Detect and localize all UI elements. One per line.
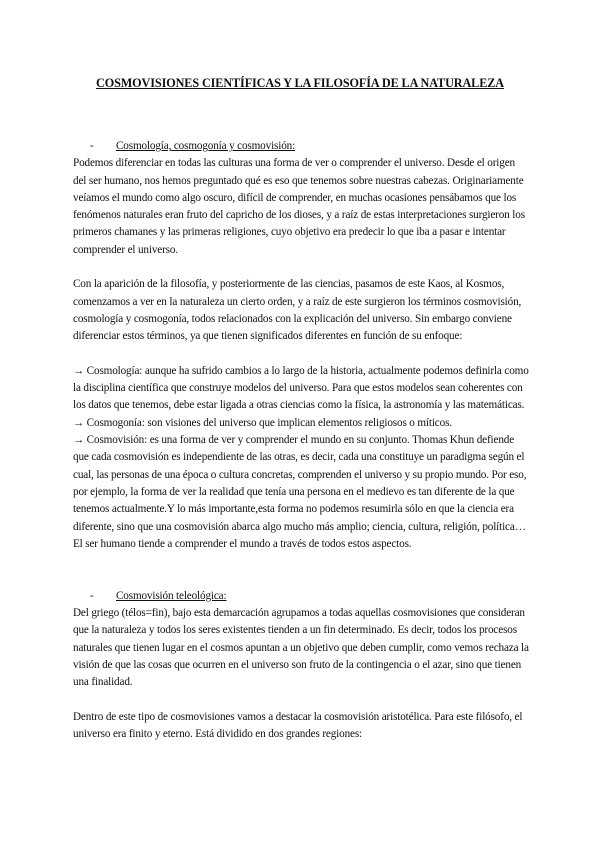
section-heading-text: Cosmología, cosmogonía y cosmovisión:: [116, 140, 296, 152]
paragraph-kaos-kosmos: Con la aparición de la filosofía, y posteriormente de las ciencias, pasamos de este Kaos, al Kosmos, comenzamos a ver en la naturaleza un cierto orden, y a raíz de este surgieron los términos cosmovisión, cosmología y cosmogonía, todos relacionados con la explicación del universo. Sin embargo conviene diferenciar estos términos, ya que tienen significados diferentes en función de su enfoque:: [73, 278, 522, 343]
paragraph-cosmovision: → Cosmovisión: es una forma de ver y comprender el mundo en su conjunto. Thomas Khun defiende que cada cosmovisión es independiente de las otras, es decir, cada una constituye un paradigma según el cual, las personas de una época o cultura concretas, comprenden el universo y su propio mundo. Por eso, por ejemplo, la forma de ver la realidad que tenía una persona en el medievo es tan diferente de la que tenemos actualmente.Y lo más importante,esta forma no podemos resumirla sólo en que la ciencia era diferente, sino que una cosmovisión abarca algo mucho más amplio; ciencia, cultura, religión, política… El ser humano tiende a comprender el mundo a través de todos estos aspectos.: [73, 434, 527, 550]
paragraph-cosmologia: → Cosmología: aunque ha sufrido cambios a lo largo de la historia, actualmente podemos definirla como la disciplina científica que construye modelos del universo. Para que estos modelos sean coherentes con los datos que tenemos, debe estar ligada a otras ciencias como la física, la astronomía y las matemáticas.: [73, 364, 529, 412]
paragraph-intro: Podemos diferenciar en todas las culturas una forma de ver o comprender el universo. Desde el origen del ser humano, nos hemos preguntado qué es eso que tenemos sobre nuestras cabezas. Originariamente veíamos el mundo como algo oscuro, difícil de comprender, en muchas ocasiones pensábamos que los fenómenos naturales eran fruto del capricho de los dioses, y a raíz de estas interpretaciones surgieron los primeros chamanes y las primeras religiones, cuyo objetivo era predecir lo que iba a pasar e intentar comprender el universo.: [73, 157, 525, 256]
paragraph-cosmogonia: → Cosmogonía: son visiones del universo que implican elementos religiosos o míticos.: [73, 416, 452, 429]
bullet-dash: -: [90, 589, 94, 602]
section-heading-teleologica: [73, 588, 529, 605]
bullet-dash: -: [90, 140, 94, 152]
document-title: COSMOVISIONES CIENTÍFICAS Y LA FILOSOFÍA DE LA NATURALEZA: [96, 76, 504, 90]
section-heading-text: Cosmovisión teleológica:: [116, 589, 227, 602]
paragraph-aristotelica: Dentro de este tipo de cosmovisiones vamos a destacar la cosmovisión aristotélica. Para este filósofo, el universo era finito y eterno. Está dividido en dos grandes regiones:: [73, 710, 523, 741]
document-body: [73, 138, 529, 743]
section-heading-cosmologia: [73, 138, 529, 155]
paragraph-telos: Del griego (télos=fin), bajo esta demarcación agrupamos a todas aquellas cosmovisiones que consideran que la naturaleza y todos los seres existentes tienden a un fin determinado. Es decir, todos los procesos naturales que tienen lugar en el cosmos apuntan a un objetivo que deben cumplir, como vemos rechaza la visión de que las cosas que ocurren en el universo son fruto de la contingencia o el azar, sino que tienen una finalidad.: [73, 607, 529, 689]
